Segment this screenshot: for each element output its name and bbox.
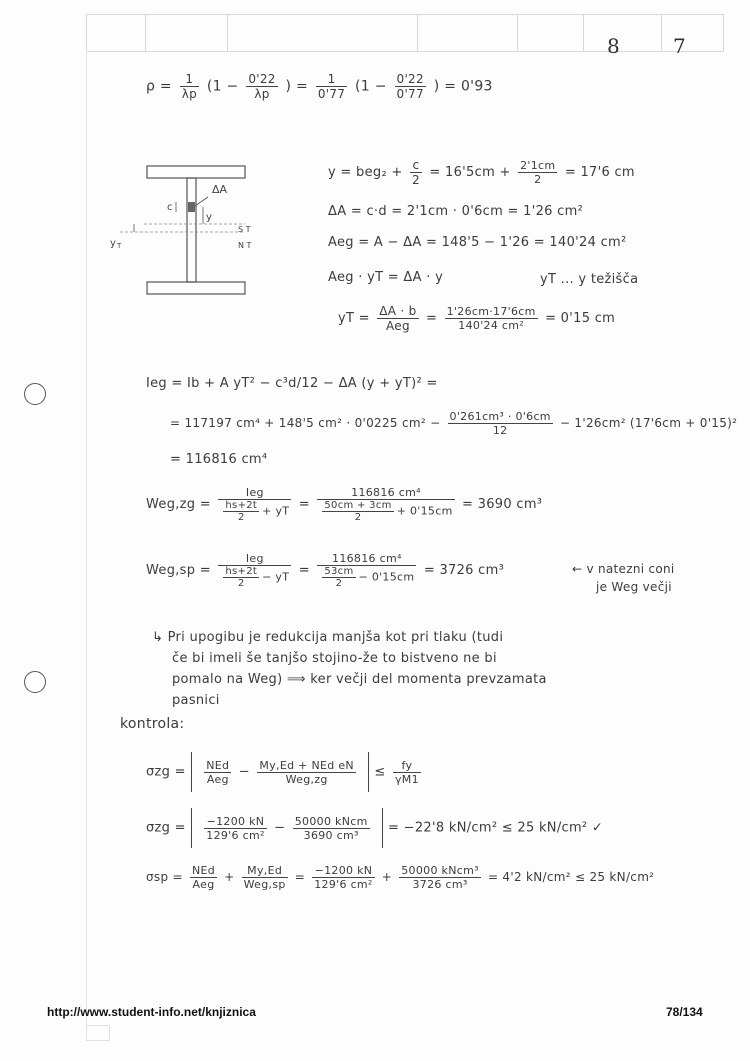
- numerator: hs+2t: [225, 500, 258, 511]
- numerator: My,Ed: [242, 864, 288, 878]
- fraction: [317, 552, 416, 589]
- abs-bar: [382, 808, 383, 848]
- denominator: [218, 500, 291, 523]
- text: σsp =: [146, 870, 183, 884]
- numerator: 53cm: [324, 566, 354, 577]
- denominator: γM1: [395, 772, 419, 786]
- remark-line-1: ↳ Pri upogibu je redukcija manjša kot pri tlaku (tudi: [152, 630, 504, 645]
- label-delta-a: ΔA: [212, 183, 228, 196]
- pointer-line: [195, 197, 208, 206]
- label-yt: y: [110, 238, 116, 249]
- text: − yT: [262, 570, 290, 584]
- text: Weg,zg =: [146, 497, 211, 512]
- fraction: [218, 486, 291, 523]
- text: = 3690 cm³: [462, 497, 543, 512]
- denominator: 2: [534, 173, 542, 186]
- denominator: 2: [237, 578, 245, 589]
- text: + 0'15cm: [396, 504, 453, 518]
- text: =: [298, 497, 310, 512]
- numerator: 116816 cm⁴: [317, 552, 416, 566]
- i-beam-cross-section-diagram: [100, 160, 260, 300]
- denominator: 2: [354, 512, 362, 523]
- fraction: [204, 759, 231, 786]
- numerator: hs+2t: [225, 566, 258, 577]
- text: = 117197 cm⁴ + 148'5 cm² · 0'0225 cm² −: [170, 416, 441, 430]
- fraction: [190, 864, 217, 891]
- numerator: My,Ed + NEd eN: [259, 758, 354, 772]
- ieg-equation-line3: = 116816 cm⁴: [170, 452, 268, 467]
- numerator: 50cm + 3cm: [324, 500, 392, 511]
- numerator: 2'1cm: [520, 159, 556, 172]
- text: − 0'15cm: [358, 570, 415, 584]
- denominator: 2: [412, 173, 420, 187]
- text: = 4'2 kN/cm² ≤ 25 kN/cm²: [487, 870, 655, 884]
- kontrola-title: kontrola:: [120, 716, 185, 732]
- weg-sp-equation: [146, 552, 504, 589]
- numerator: 0'22: [396, 72, 424, 86]
- y-equation: [328, 158, 635, 187]
- abs-bar: [191, 752, 192, 792]
- nested-fraction: [223, 500, 259, 523]
- denominator: 3690 cm³: [303, 828, 359, 842]
- denominator: 129'6 cm²: [314, 878, 373, 891]
- denominator: 2: [335, 578, 343, 589]
- footer-source-link[interactable]: http://www.student-info.net/knjiznica: [47, 1005, 256, 1019]
- numerator: NEd: [191, 864, 216, 877]
- rho-equation: [146, 72, 493, 101]
- denominator: 2: [237, 512, 245, 523]
- header-cell: [583, 15, 584, 51]
- footer-box: [86, 1025, 110, 1041]
- tension-zone-note-line2: je Weg večji: [596, 580, 672, 594]
- text: = 17'6 cm: [564, 165, 635, 180]
- ieg-equation-line1: Ieg = Ib + A yT² − c³d/12 − ΔA (y + yT)² =: [146, 376, 438, 391]
- denominator: [218, 566, 291, 589]
- label-yt-subscript: T: [117, 242, 122, 250]
- text: = 0'15 cm: [545, 311, 616, 326]
- numerator: 50000 kNcm³: [401, 864, 479, 877]
- yt-equation: [338, 304, 615, 333]
- page-number-right: 7: [673, 34, 686, 58]
- aeg-equation: Aeg = A − ΔA = 148'5 − 1'26 = 140'24 cm²: [328, 235, 627, 250]
- text: yT =: [338, 311, 370, 326]
- numerator: 1: [316, 72, 347, 87]
- top-flange: [147, 166, 245, 178]
- text: =: [426, 311, 438, 326]
- fraction: [518, 159, 557, 186]
- denominator: 12: [492, 424, 508, 437]
- punch-hole: [24, 671, 46, 693]
- text: ) =: [285, 78, 309, 95]
- text: +: [224, 870, 235, 884]
- fraction: [312, 864, 374, 891]
- header-grid: [86, 14, 724, 52]
- text: ≤: [374, 764, 386, 780]
- nested-fraction: [322, 566, 355, 589]
- header-cell: [417, 15, 418, 51]
- fraction: [410, 158, 422, 187]
- numerator: c: [410, 158, 422, 173]
- numerator: Ieg: [218, 552, 291, 566]
- numerator: NEd: [206, 758, 230, 772]
- bottom-flange: [147, 282, 245, 294]
- text: =: [294, 870, 306, 884]
- fraction: [218, 552, 291, 589]
- text: = −22'8 kN/cm² ≤ 25 kN/cm² ✓: [388, 820, 604, 836]
- text: (1 −: [206, 78, 239, 95]
- denominator: [317, 500, 454, 523]
- label-nt: N T: [238, 241, 252, 250]
- numerator: Ieg: [218, 486, 291, 500]
- numerator: fy: [393, 759, 421, 773]
- text: −: [238, 764, 250, 780]
- text: = 3726 cm³: [423, 563, 505, 578]
- page-number-left: 8: [607, 34, 620, 58]
- web: [187, 178, 196, 282]
- punch-hole: [24, 383, 46, 405]
- fraction: [316, 72, 347, 101]
- denominator: 0'77: [317, 87, 346, 101]
- text: Weg,sp =: [146, 563, 211, 578]
- denominator: Aeg: [192, 878, 215, 891]
- label-st: S T: [238, 225, 251, 234]
- fraction: [448, 410, 553, 437]
- text: − 1'26cm² (17'6cm + 0'15)²: [559, 416, 738, 430]
- delta-a-equation: ΔA = c·d = 2'1cm · 0'6cm = 1'26 cm²: [328, 204, 584, 219]
- denominator: Aeg: [206, 772, 229, 786]
- denominator: λp: [181, 87, 198, 101]
- denominator: 3726 cm³: [412, 878, 468, 891]
- fraction: [317, 486, 454, 523]
- label-y: y: [206, 212, 212, 223]
- denominator: [317, 566, 416, 589]
- numerator: −1200 kN: [204, 815, 266, 829]
- fraction: [242, 864, 288, 891]
- text: = 16'5cm +: [429, 165, 511, 180]
- numerator: 0'22: [248, 72, 276, 86]
- remark-line-3: pomalo na Weg) ⟹ ker večji del momenta prevzamata: [172, 672, 547, 687]
- nested-fraction: [223, 566, 259, 589]
- sigma-zg-calculation: [146, 808, 603, 848]
- weg-zg-equation: [146, 486, 542, 523]
- abs-bar: [368, 752, 369, 792]
- denominator: 0'77: [396, 87, 424, 101]
- fraction: [393, 759, 421, 786]
- tension-zone-note-line1: ← v natezni coni: [572, 562, 675, 576]
- numerator: 1'26cm·17'6cm: [446, 305, 536, 318]
- fraction: [399, 864, 481, 891]
- sigma-sp-calculation: [146, 864, 654, 891]
- yt-note: yT ... y težišča: [540, 272, 639, 287]
- sigma-zg-formula: [146, 752, 424, 792]
- numerator: −1200 kN: [312, 864, 374, 878]
- text: σzg =: [146, 820, 186, 836]
- numerator: 0'261cm³ · 0'6cm: [449, 410, 551, 423]
- text: ) = 0'93: [433, 78, 493, 95]
- text: y = beg₂ +: [328, 165, 403, 180]
- remark-line-2: če bi imeli še tanjšo stojino-že to bistveno ne bi: [172, 651, 497, 666]
- nested-fraction: [322, 500, 393, 523]
- denominator: Aeg: [385, 319, 410, 333]
- text: +: [381, 870, 393, 884]
- header-cell: [227, 15, 228, 51]
- footer-page-counter: 78/134: [666, 1005, 703, 1019]
- abs-bar: [191, 808, 192, 848]
- fraction: [293, 815, 370, 842]
- denominator: Weg,sp: [243, 878, 286, 891]
- header-cell: [517, 15, 518, 51]
- header-cell: [145, 15, 146, 51]
- fraction: [246, 72, 277, 101]
- numerator: 116816 cm⁴: [317, 486, 454, 500]
- fraction: [180, 72, 199, 101]
- rho-lhs: ρ =: [146, 78, 172, 95]
- numerator: 50000 kNcm: [294, 814, 368, 828]
- text: + yT: [262, 504, 290, 518]
- text: −: [274, 820, 286, 836]
- text: (1 −: [355, 78, 387, 95]
- header-cell: [661, 15, 662, 51]
- fraction: [257, 759, 356, 786]
- denominator: λp: [254, 87, 270, 101]
- denominator: 140'24 cm²: [458, 319, 524, 332]
- fraction: [377, 304, 418, 333]
- denominator: Weg,zg: [285, 772, 328, 786]
- label-c: c: [167, 202, 173, 213]
- margin-line: [86, 50, 87, 1025]
- fraction: [395, 72, 426, 101]
- numerator: 1: [180, 72, 199, 87]
- aeg-yt-equation: Aeg · yT = ΔA · y: [328, 270, 444, 285]
- removed-area: [188, 202, 195, 212]
- numerator: ΔA · b: [379, 304, 417, 318]
- fraction: [204, 815, 266, 842]
- ieg-equation-line2: [170, 410, 737, 437]
- text: σzg =: [146, 764, 186, 780]
- remark-line-4: pasnici: [172, 693, 220, 708]
- denominator: 129'6 cm²: [206, 828, 265, 842]
- fraction: [445, 305, 538, 332]
- text: =: [298, 563, 310, 578]
